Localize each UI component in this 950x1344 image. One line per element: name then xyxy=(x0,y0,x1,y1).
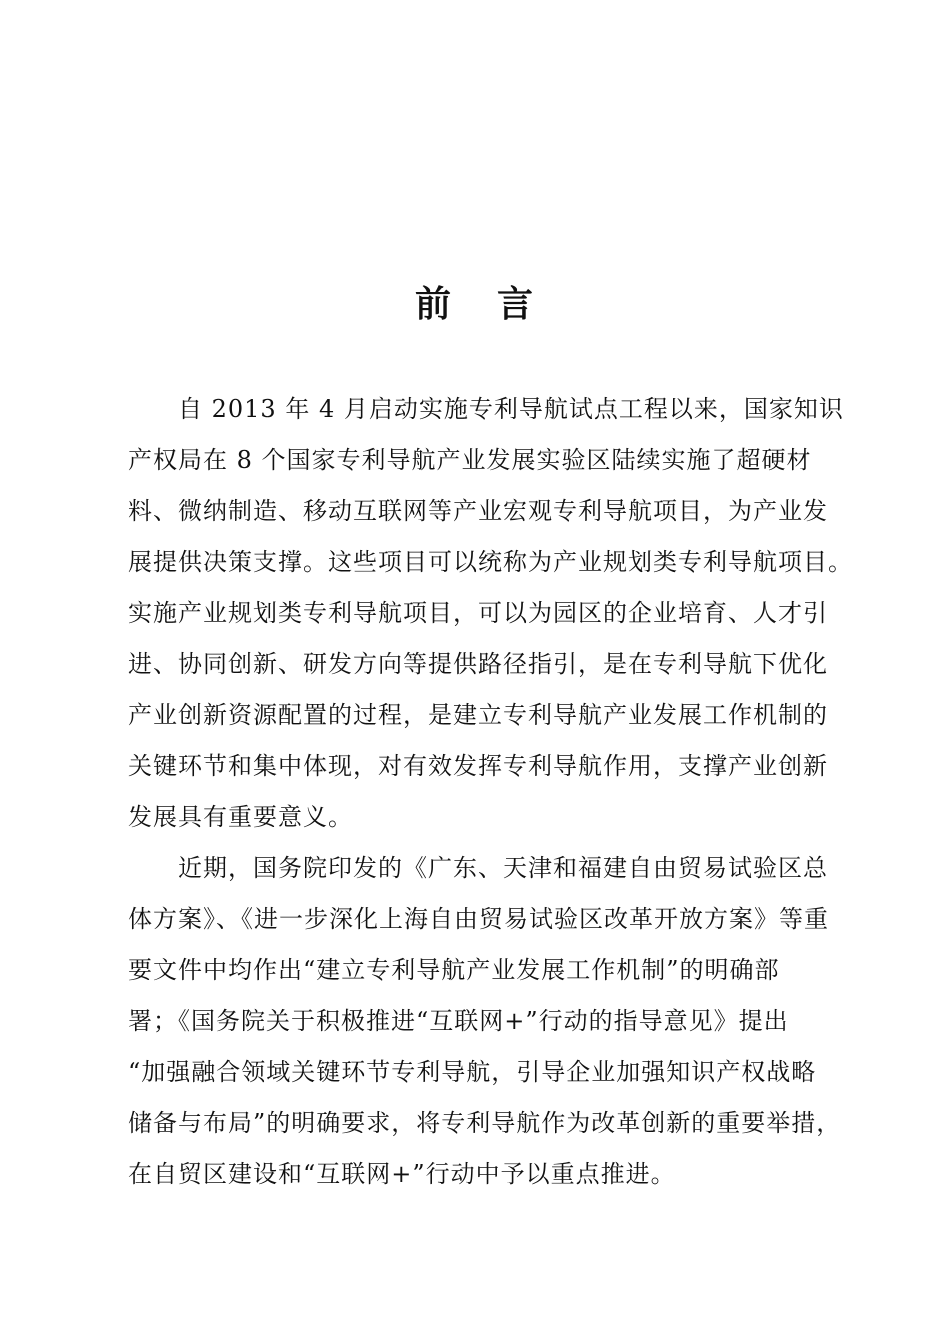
paragraph-line: 近期，国务院印发的《广东、天津和福建自由贸易试验区总 xyxy=(178,854,828,882)
paragraph-line: 展提供决策支撑。这些项目可以统称为产业规划类专利导航项目。 xyxy=(128,548,853,576)
paragraph-line: 料、微纳制造、移动互联网等产业宏观专利导航项目，为产业发 xyxy=(128,497,828,525)
paragraph-line: 署；《国务院关于积极推进“互联网+”行动的指导意见》提出 xyxy=(128,1007,789,1035)
paragraph-line: 进、协同创新、研发方向等提供路径指引，是在专利导航下优化 xyxy=(128,650,828,678)
paragraph-line: 自 2013 年 4 月启动实施专利导航试点工程以来，国家知识 xyxy=(178,395,844,423)
paragraph-line: 实施产业规划类专利导航项目，可以为园区的企业培育、人才引 xyxy=(128,599,828,627)
paragraph-line: 在自贸区建设和“互联网+”行动中予以重点推进。 xyxy=(128,1160,676,1188)
paragraph-line: 产业创新资源配置的过程，是建立专利导航产业发展工作机制的 xyxy=(128,701,828,729)
page-title xyxy=(0,278,950,330)
paragraph-line: 产权局在 8 个国家专利导航产业发展实验区陆续实施了超硬材 xyxy=(128,446,812,474)
paragraph-line: 要文件中均作出“建立专利导航产业发展工作机制”的明确部 xyxy=(128,956,780,984)
title-char-2: 言 xyxy=(497,283,536,325)
title-char-1: 前 xyxy=(414,283,453,325)
paragraph-1 xyxy=(128,384,853,843)
paragraph-2 xyxy=(128,843,842,1200)
paragraph-line: 发展具有重要意义。 xyxy=(128,803,353,831)
paragraph-line: “加强融合领域关键环节专利导航，引导企业加强知识产权战略 xyxy=(128,1058,817,1086)
paragraph-line: 储备与布局”的明确要求，将专利导航作为改革创新的重要举措， xyxy=(128,1109,842,1137)
paragraph-line: 体方案》、《进一步深化上海自由贸易试验区改革开放方案》等重 xyxy=(128,905,829,933)
preface-body xyxy=(128,384,853,1200)
paragraph-line: 关键环节和集中体现，对有效发挥专利导航作用，支撑产业创新 xyxy=(128,752,828,780)
